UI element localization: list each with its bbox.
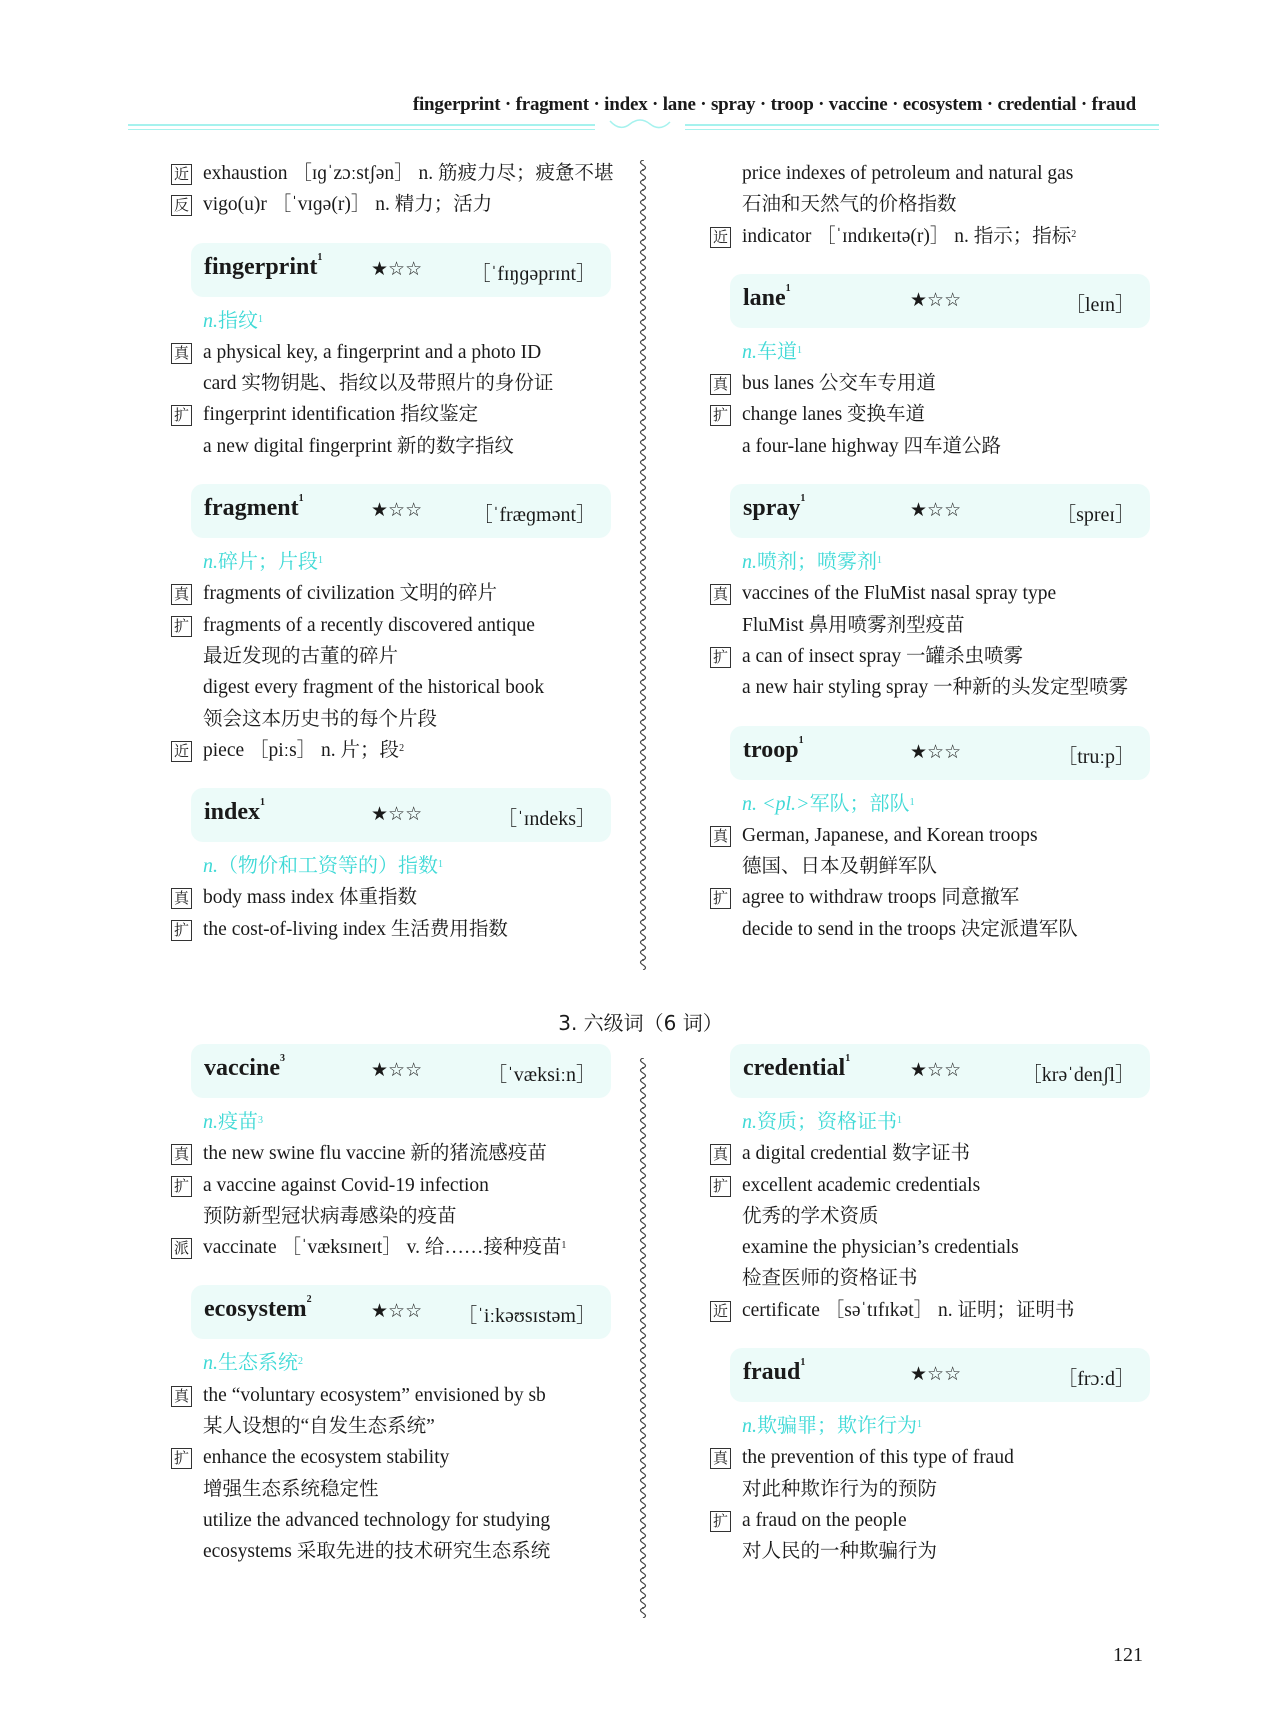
column-divider [635, 1058, 651, 1618]
label-real-exam-icon: 真 [171, 343, 192, 364]
example-line [171, 578, 611, 609]
running-header: fingerprint · fragment · index · lane · spray · troop · vaccine · ecosystem · credential · fraud [412, 94, 1136, 115]
line-text: 最近发现的古董的碎片 [203, 645, 399, 667]
line-text: a digital credential 数字证书 [742, 1143, 970, 1165]
meaning: 资质；资格证书 [757, 1111, 897, 1133]
example-line [710, 1138, 1150, 1169]
line-text: indicator ［ˈɪndɪkeɪtə(r)］ n. 指示；指标 [742, 225, 1072, 247]
frequency-mark: 1 [298, 493, 304, 505]
line-text: certificate ［səˈtɪfɪkət］ n. 证明；证明书 [742, 1299, 1075, 1321]
meaning: 车道 [757, 340, 797, 363]
part-of-speech-meaning [171, 1348, 611, 1379]
headword-box [191, 788, 611, 842]
meaning-mark: 2 [298, 1356, 303, 1368]
example-line [171, 1536, 611, 1567]
headword-text: ecosystem [204, 1296, 307, 1323]
difficulty-stars: ★☆☆ [371, 1300, 423, 1323]
headword [204, 799, 265, 826]
label-extension-icon: 扩 [171, 1176, 192, 1197]
headword-box [730, 274, 1150, 328]
example-line [171, 368, 611, 399]
label-extension-icon: 扩 [710, 405, 731, 426]
meaning: 喷剂；喷雾剂 [757, 551, 877, 574]
pos-label: n. [203, 1111, 218, 1133]
example-line [171, 641, 611, 672]
example-line [710, 1295, 1150, 1326]
pos-label: n. <pl.> [742, 792, 810, 815]
label-extension-icon: 扩 [710, 1176, 731, 1197]
example-line [710, 1263, 1150, 1294]
example-line [171, 158, 614, 189]
line-text: enhance the ecosystem stability [203, 1447, 450, 1469]
line-text: ecosystems 采取先进的技术研究生态系统 [203, 1541, 551, 1563]
frequency-mark: 1 [800, 493, 806, 505]
line-text: 优秀的学术资质 [742, 1205, 879, 1227]
example-line [171, 1474, 611, 1505]
meaning: 生态系统 [218, 1352, 298, 1375]
label-real-exam-icon: 真 [710, 826, 731, 847]
pos-label: n. [742, 551, 757, 574]
example-line [171, 610, 611, 641]
meaning-mark: 1 [438, 859, 443, 871]
line-text: card 实物钥匙、指纹以及带照片的身份证 [203, 373, 554, 395]
meaning: 军队；部队 [809, 792, 910, 815]
line-text: digest every fragment of the historical book [203, 677, 545, 699]
phonetic: ［ˈɪndeks］ [497, 808, 596, 831]
headword-text: fragment [204, 495, 299, 522]
example-line [171, 431, 611, 462]
phonetic: ［spreɪ］ [1056, 504, 1135, 527]
label-extension-icon: 扩 [171, 616, 192, 637]
headword [743, 495, 805, 522]
page-number: 121 [1113, 1644, 1143, 1666]
line-text: 增强生态系统稳定性 [203, 1478, 379, 1500]
meaning-mark: 1 [318, 555, 323, 567]
line-text: 对此种欺诈行为的预防 [742, 1478, 938, 1500]
headword-box [191, 243, 611, 297]
line-text: a vaccine against Covid-19 infection [203, 1174, 489, 1196]
example-line [171, 399, 611, 430]
example-line [171, 1232, 611, 1263]
frequency-mark: 2 [306, 1294, 312, 1306]
headword-text: lane [743, 284, 786, 311]
example-line [171, 337, 611, 368]
meaning: 指纹 [218, 309, 258, 332]
left-column-top [171, 158, 614, 945]
headword-box [730, 1348, 1150, 1402]
example-line [710, 189, 1150, 220]
meaning-mark: 1 [797, 344, 802, 356]
meaning-mark: 1 [258, 313, 263, 325]
example-line [171, 189, 611, 220]
line-text: a physical key, a fingerprint and a photo ID [203, 341, 542, 363]
example-line [710, 820, 1150, 851]
example-line [710, 368, 1150, 399]
line-text: vaccines of the FluMist nasal spray type [742, 583, 1057, 605]
example-line [171, 914, 611, 945]
label-derivative-icon: 派 [171, 1238, 192, 1259]
frequency-mark: 1 [798, 734, 804, 746]
meaning: 碎片；片段 [218, 551, 318, 574]
line-text: piece ［piːs］ n. 片；段 [203, 739, 400, 761]
headword [743, 1359, 805, 1386]
headword-box [191, 1044, 611, 1098]
example-line [710, 1201, 1150, 1232]
headword-text: index [204, 799, 261, 826]
line-text: examine the physician’s credentials [742, 1237, 1019, 1259]
headword-box [191, 484, 611, 538]
frequency-mark: 1 [785, 282, 791, 294]
part-of-speech-meaning [171, 1107, 611, 1138]
example-line [171, 1442, 611, 1473]
part-of-speech-meaning [171, 306, 611, 337]
frequency-mark: 1 [845, 1053, 851, 1064]
difficulty-stars: ★☆☆ [910, 1059, 962, 1081]
label-real-exam-icon: 真 [710, 374, 731, 395]
example-line [171, 1138, 611, 1169]
column-divider [635, 160, 651, 970]
difficulty-stars: ★☆☆ [910, 288, 962, 311]
label-extension-icon: 扩 [710, 647, 731, 668]
line-text: the “voluntary ecosystem” envisioned by sb [203, 1384, 546, 1406]
line-text: fingerprint identification 指纹鉴定 [203, 404, 479, 426]
label-real-exam-icon: 真 [710, 584, 731, 605]
line-mark: 2 [1071, 228, 1077, 240]
label-real-exam-icon: 真 [171, 1144, 192, 1165]
label-antonym-icon: 反 [171, 195, 192, 216]
pos-label: n. [742, 1111, 757, 1133]
label-extension-icon: 扩 [171, 405, 192, 426]
line-text: agree to withdraw troops 同意撤军 [742, 887, 1020, 909]
headword [743, 282, 791, 312]
headword-box [730, 484, 1150, 538]
example-line [710, 610, 1150, 641]
example-line [710, 641, 1150, 672]
pos-label: n. [203, 1352, 218, 1375]
example-line [710, 672, 1150, 703]
label-extension-icon: 扩 [171, 920, 192, 941]
headword [743, 1055, 850, 1082]
example-line [171, 704, 611, 735]
section-title: 3. 六级词（6 词） [558, 1011, 723, 1035]
headword-text: fraud [743, 1359, 801, 1386]
label-synonym-icon: 近 [710, 1301, 731, 1322]
line-text: 石油和天然气的价格指数 [742, 194, 957, 216]
label-extension-icon: 扩 [171, 1448, 192, 1469]
phonetic: ［frɔːd］ [1057, 1368, 1135, 1391]
example-line [710, 1232, 1150, 1263]
label-synonym-icon: 近 [171, 741, 192, 762]
line-text: utilize the advanced technology for studying [203, 1509, 551, 1531]
line-text: a new hair styling spray 一种新的头发定型喷雾 [742, 677, 1129, 699]
phonetic: ［truːp］ [1057, 745, 1135, 768]
line-text: FluMist 鼻用喷雾剂型疫苗 [742, 614, 965, 636]
right-column-top [710, 158, 1150, 945]
line-text: 德国、日本及朝鲜军队 [742, 856, 938, 878]
example-line [710, 851, 1150, 882]
label-real-exam-icon: 真 [710, 1144, 731, 1165]
example-line [710, 1536, 1150, 1567]
headword [204, 495, 304, 522]
meaning: （物价和工资等的）指数 [218, 855, 438, 878]
difficulty-stars: ★☆☆ [371, 1059, 423, 1081]
line-text: a new digital fingerprint 新的数字指纹 [203, 435, 514, 457]
line-text: a can of insect spray 一罐杀虫喷雾 [742, 645, 1024, 667]
example-line [710, 399, 1150, 430]
frequency-mark: 1 [260, 797, 266, 809]
meaning-mark: 1 [897, 1115, 902, 1126]
line-text: body mass index 体重指数 [203, 887, 417, 909]
meaning-mark: 1 [917, 1419, 922, 1431]
left-column-bottom [171, 1044, 611, 1568]
meaning: 欺骗罪；欺诈行为 [757, 1415, 917, 1438]
line-text: 预防新型冠状病毒感染的疫苗 [203, 1205, 457, 1227]
example-line [710, 158, 1150, 189]
label-real-exam-icon: 真 [171, 1386, 192, 1407]
phonetic: ［ˈfɪŋɡəprɪnt］ [470, 262, 596, 285]
line-text: German, Japanese, and Korean troops [742, 824, 1038, 846]
phonetic: ［ˈvæksiːn］ [487, 1064, 596, 1086]
line-text: vaccinate ［ˈvæksɪneɪt］ v. 给……接种疫苗 [203, 1237, 562, 1259]
example-line [710, 221, 1150, 252]
part-of-speech-meaning [171, 851, 611, 882]
label-real-exam-icon: 真 [171, 888, 192, 909]
example-line [171, 1170, 611, 1201]
pos-label: n. [203, 855, 218, 878]
headword-text: fingerprint [204, 253, 318, 280]
frequency-mark: 3 [279, 1053, 285, 1064]
part-of-speech-meaning [710, 337, 1150, 368]
right-column-bottom [710, 1044, 1150, 1568]
meaning: 疫苗 [218, 1111, 258, 1133]
line-text: price indexes of petroleum and natural gas [742, 163, 1074, 184]
example-line [171, 672, 611, 703]
phonetic: ［krəˈdenʃl］ [1021, 1064, 1135, 1086]
label-real-exam-icon: 真 [171, 584, 192, 605]
line-text: 检查医师的资格证书 [742, 1268, 918, 1290]
pos-label: n. [742, 1415, 757, 1438]
phonetic: ［ˈfræɡmənt］ [472, 504, 596, 527]
pos-label: n. [203, 551, 218, 574]
headword-text: spray [743, 495, 801, 522]
meaning-mark: 1 [877, 555, 882, 567]
phonetic: ［ˈiːkəʊsɪstəm］ [457, 1305, 596, 1328]
headword [204, 251, 323, 281]
line-text: 领会这本历史书的每个片段 [203, 708, 438, 730]
line-text: exhaustion ［ɪɡˈzɔːstʃən］ n. 筋疲力尽；疲惫不堪 [203, 163, 614, 184]
part-of-speech-meaning [171, 547, 611, 578]
line-text: the cost-of-living index 生活费用指数 [203, 918, 508, 940]
pos-label: n. [203, 309, 218, 332]
line-text: a four-lane highway 四车道公路 [742, 435, 1002, 457]
headword-box [730, 1044, 1150, 1098]
part-of-speech-meaning [710, 547, 1150, 578]
headword-text: troop [743, 736, 799, 763]
headword-box [730, 726, 1150, 780]
example-line [710, 882, 1150, 913]
line-text: decide to send in the troops 决定派遣军队 [742, 918, 1078, 940]
line-text: vigo(u)r ［ˈvɪɡə(r)］ n. 精力；活力 [203, 194, 493, 216]
label-synonym-icon: 近 [171, 164, 192, 185]
line-text: a fraud on the people [742, 1509, 907, 1531]
header-ornament [595, 118, 685, 134]
example-line [171, 1380, 611, 1411]
example-line [710, 1442, 1150, 1473]
label-real-exam-icon: 真 [710, 1448, 731, 1469]
headword [204, 1296, 312, 1323]
line-mark: 2 [399, 742, 405, 754]
line-text: excellent academic credentials [742, 1174, 981, 1196]
difficulty-stars: ★☆☆ [910, 1363, 962, 1386]
part-of-speech-meaning [710, 1411, 1150, 1442]
difficulty-stars: ★☆☆ [910, 499, 962, 522]
example-line [710, 1474, 1150, 1505]
label-extension-icon: 扩 [710, 888, 731, 909]
example-line [710, 1505, 1150, 1536]
example-line [171, 1411, 611, 1442]
example-line [171, 1505, 611, 1536]
line-text: fragments of civilization 文明的碎片 [203, 583, 498, 605]
pos-label: n. [742, 340, 757, 363]
headword [204, 1055, 285, 1082]
headword [743, 734, 804, 764]
line-text: fragments of a recently discovered antique [203, 614, 535, 636]
line-text: bus lanes 公交车专用道 [742, 373, 936, 395]
line-mark: 1 [561, 1240, 567, 1252]
headword-box [191, 1285, 611, 1339]
difficulty-stars: ★☆☆ [371, 803, 423, 826]
label-extension-icon: 扩 [710, 1511, 731, 1532]
example-line [710, 914, 1150, 945]
example-line [171, 735, 611, 766]
example-line [710, 431, 1150, 462]
line-text: the prevention of this type of fraud [742, 1447, 1014, 1469]
part-of-speech-meaning [710, 1107, 1150, 1138]
difficulty-stars: ★☆☆ [910, 740, 962, 763]
example-line [710, 1170, 1150, 1201]
line-text: 对人民的一种欺骗行为 [742, 1541, 938, 1563]
example-line [171, 882, 611, 913]
difficulty-stars: ★☆☆ [371, 499, 423, 522]
line-text: change lanes 变换车道 [742, 404, 926, 426]
example-line [171, 1201, 611, 1232]
line-text: the new swine flu vaccine 新的猪流感疫苗 [203, 1143, 547, 1165]
frequency-mark: 1 [317, 251, 323, 263]
frequency-mark: 1 [800, 1357, 806, 1369]
label-synonym-icon: 近 [710, 227, 731, 248]
difficulty-stars: ★☆☆ [371, 257, 423, 280]
part-of-speech-meaning [710, 789, 1150, 820]
phonetic: ［leɪn］ [1065, 293, 1135, 316]
example-line [710, 578, 1150, 609]
line-text: 某人设想的“自发生态系统” [203, 1416, 435, 1438]
meaning-mark: 1 [909, 796, 915, 808]
headword-text: vaccine [204, 1055, 280, 1081]
headword-text: credential [743, 1055, 846, 1081]
meaning-mark: 3 [258, 1115, 263, 1126]
